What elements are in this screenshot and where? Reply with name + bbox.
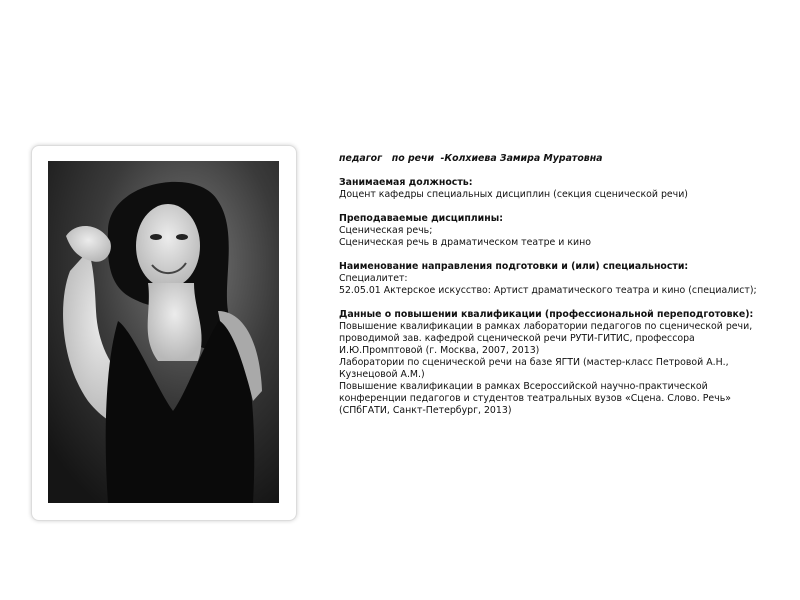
section-line: Сценическая речь в драматическом театре и кино — [339, 237, 591, 248]
position-section — [339, 177, 759, 201]
disciplines-section — [339, 213, 759, 249]
section-line: Специалитет: — [339, 273, 408, 284]
section-line: Сценическая речь; — [339, 225, 433, 236]
profile-title: педагог по речи -Колхиева Замира Муратовна — [339, 153, 603, 164]
section-line: 52.05.01 Актерское искусство: Артист драматического театра и кино (специалист); — [339, 285, 757, 296]
photo-frame — [31, 145, 297, 521]
specialty-section — [339, 261, 759, 297]
section-line: Лаборатории по сценической речи на базе ЯГТИ (мастер-класс Петровой А.Н., Кузнецовой А.М.) — [339, 357, 729, 380]
portrait-photo — [48, 161, 279, 503]
profile-info — [339, 153, 759, 417]
section-label: Наименование направления подготовки и (или) специальности: — [339, 261, 689, 272]
section-label: Занимаемая должность: — [339, 177, 473, 188]
section-line: Повышение квалификации в рамках лаборатории педагогов по сценической речи, проводимой зав. кафедрой сценической речи РУТИ-ГИТИС, профессора И.Ю.Промптовой (г. Москва, 2007, 2013) — [339, 321, 753, 356]
section-label: Данные о повышении квалификации (профессиональной переподготовке): — [339, 309, 754, 320]
qualification-section — [339, 309, 759, 417]
section-line: Доцент кафедры специальных дисциплин (секция сценической речи) — [339, 189, 688, 200]
section-line: Повышение квалификации в рамках Всероссийской научно-практической конференции педагогов и студентов театральных вузов «Сцена. Слово. Речь» (СПбГАТИ, Санкт-Петербург, 2013) — [339, 381, 731, 416]
section-label: Преподаваемые дисциплины: — [339, 213, 503, 224]
